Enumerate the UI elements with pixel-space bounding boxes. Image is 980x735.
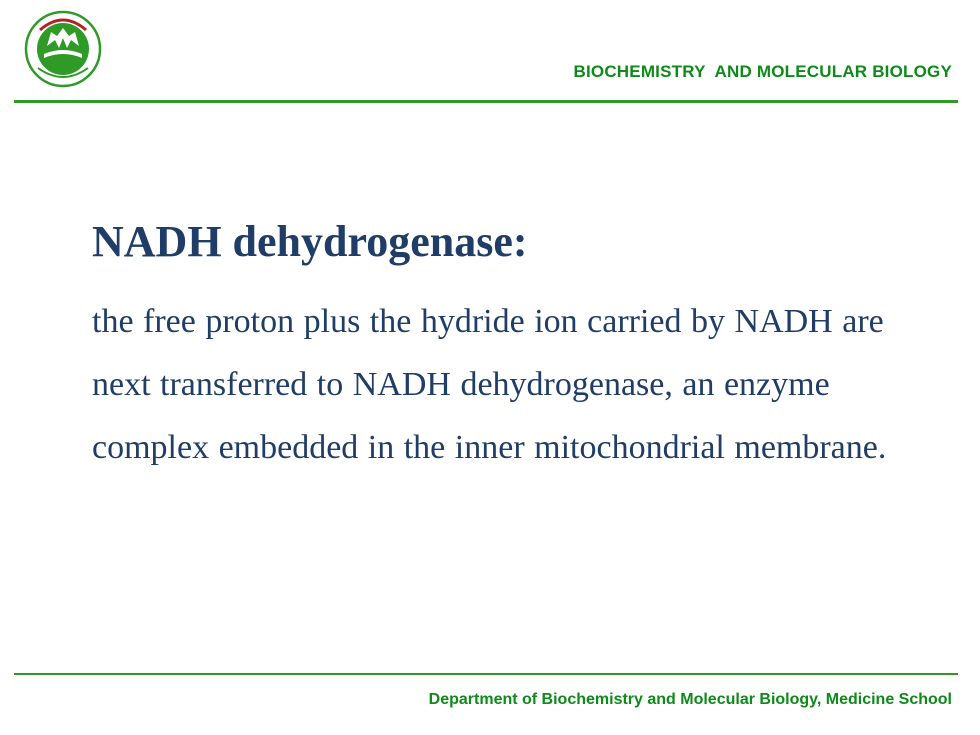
slide-body-text: the free proton plus the hydride ion carried by NADH are next transferred to NADH dehydrogenase, an enzyme complex embedded in the inner mitochondrial membrane. xyxy=(92,303,887,466)
slide-content xyxy=(92,214,912,479)
university-seal-icon xyxy=(24,10,102,88)
header-divider xyxy=(14,100,958,103)
footer-divider xyxy=(14,673,958,675)
department-footer: Department of Biochemistry and Molecular Biology, Medicine School xyxy=(428,691,952,708)
course-title: BIOCHEMISTRY AND MOLECULAR BIOLOGY xyxy=(573,62,952,81)
slide-heading: NADH dehydrogenase: xyxy=(92,217,528,266)
